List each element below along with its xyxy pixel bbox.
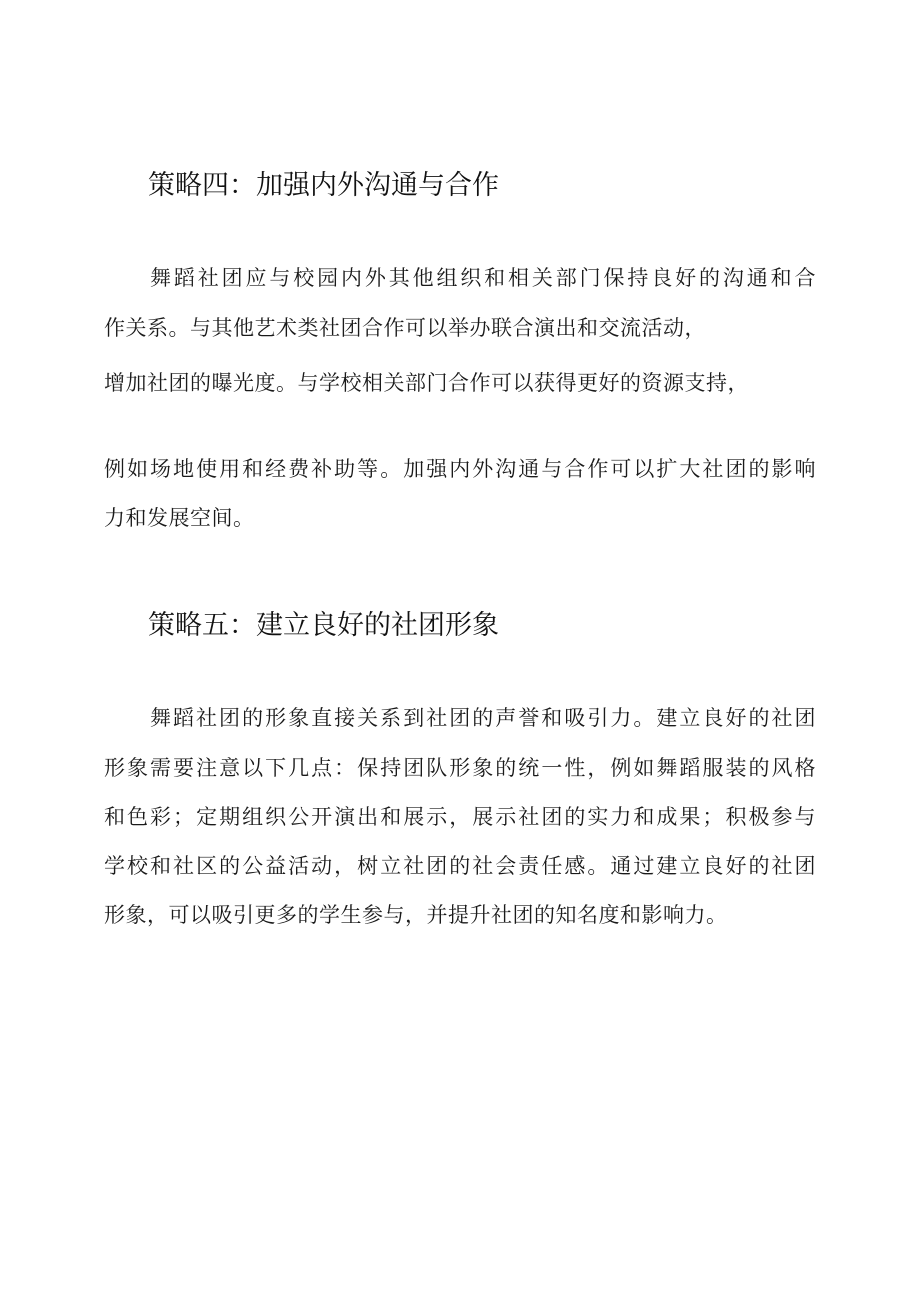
paragraph-line: 舞蹈社团的形象直接关系到社团的声誉和吸引力。建立良好的社团: [150, 706, 816, 730]
paragraph-line: 增加社团的曝光度。与学校相关部门合作可以获得更好的资源支持，: [104, 371, 749, 395]
paragraph-line: 和色彩；定期组织公开演出和展示，展示社团的实力和成果；积极参与: [104, 805, 816, 829]
paragraph-line: 形象需要注意以下几点：保持团队形象的统一性，例如舞蹈服装的风格: [104, 756, 816, 780]
paragraph-line: 舞蹈社团应与校园内外其他组织和相关部门保持良好的沟通和合: [150, 266, 816, 290]
paragraph-line: 力和发展空间。: [104, 506, 255, 530]
section-heading-strategy-4: 策略四：加强内外沟通与合作: [148, 170, 499, 201]
paragraph-line: 例如场地使用和经费补助等。加强内外沟通与合作可以扩大社团的影响: [104, 457, 816, 481]
section-heading-strategy-5: 策略五：建立良好的社团形象: [148, 610, 499, 641]
paragraph-line: 作关系。与其他艺术类社团合作可以举办联合演出和交流活动，: [104, 316, 706, 340]
paragraph-line: 形象，可以吸引更多的学生参与，并提升社团的知名度和影响力。: [104, 903, 728, 927]
paragraph-line: 学校和社区的公益活动，树立社团的社会责任感。通过建立良好的社团: [104, 854, 816, 878]
